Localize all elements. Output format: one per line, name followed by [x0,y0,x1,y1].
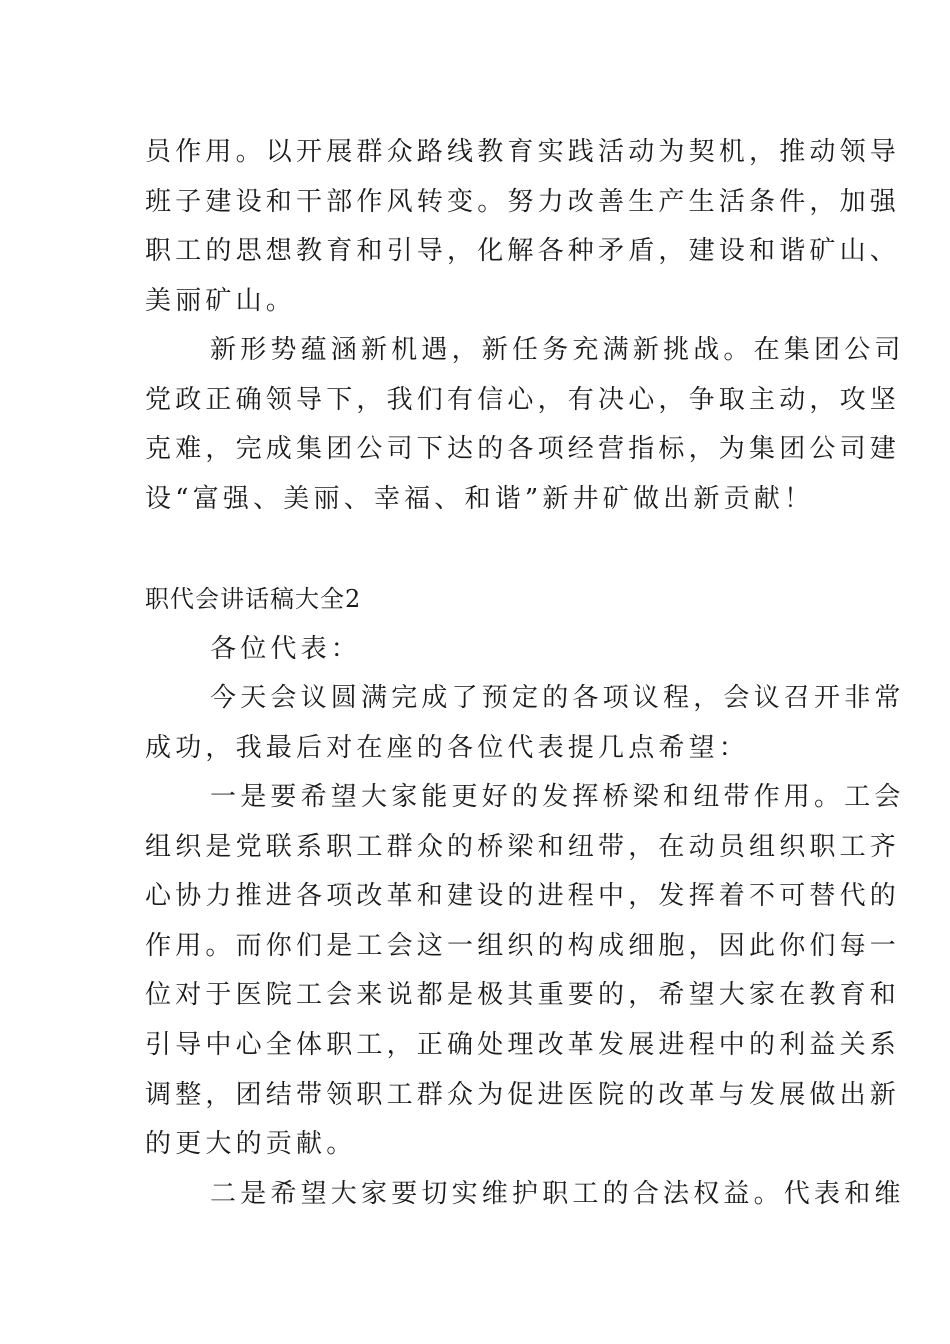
salutation: 各位代表： [210,634,362,664]
body-paragraph-1-line-2: 成功，我最后对在座的各位代表提几点希望： [145,733,750,763]
paragraph-1-line-3: 职工的思想教育和引导，化解各种矛盾，建设和谐矿山、 [145,236,901,266]
paragraph-2-line-1: 新形势蕴涵新机遇，新任务充满新挑战。在集团公司 [210,335,905,365]
body-paragraph-2-line-4: 作用。而你们是工会这一组织的构成细胞，因此你们每一 [145,931,901,961]
body-paragraph-2-line-7: 调整，团结带领职工群众为促进医院的改革与发展做出新 [145,1080,901,1110]
body-paragraph-2-line-5: 位对于医院工会来说都是极其重要的，希望大家在教育和 [145,980,901,1010]
paragraph-1-line-1: 员作用。以开展群众路线教育实践活动为契机，推动领导 [145,137,901,167]
paragraph-1-line-4: 美丽矿山。 [145,286,297,316]
paragraph-1-line-2: 班子建设和干部作风转变。努力改善生产生活条件，加强 [145,187,901,217]
section-title: 职代会讲话稿大全2 [145,585,362,613]
body-paragraph-1-line-1: 今天会议圆满完成了预定的各项议程，会议召开非常 [210,683,905,713]
paragraph-2-line-4: 设“富强、美丽、幸福、和谐”新井矿做出新贡献！ [145,484,815,514]
body-paragraph-3-line-1: 二是希望大家要切实维护职工的合法权益。代表和维 [210,1179,905,1209]
body-paragraph-2-line-3: 心协力推进各项改革和建设的进程中，发挥着不可替代的 [145,881,901,911]
body-paragraph-2-line-1: 一是要希望大家能更好的发挥桥梁和纽带作用。工会 [210,782,905,812]
body-paragraph-2-line-8: 的更大的贡献。 [145,1129,357,1159]
paragraph-2-line-2: 党政正确领导下，我们有信心，有决心，争取主动，攻坚 [145,385,901,415]
body-paragraph-2-line-2: 组织是党联系职工群众的桥梁和纽带，在动员组织职工齐 [145,832,901,862]
paragraph-2-line-3: 克难，完成集团公司下达的各项经营指标，为集团公司建 [145,434,901,464]
body-paragraph-2-line-6: 引导中心全体职工，正确处理改革发展进程中的利益关系 [145,1030,901,1060]
